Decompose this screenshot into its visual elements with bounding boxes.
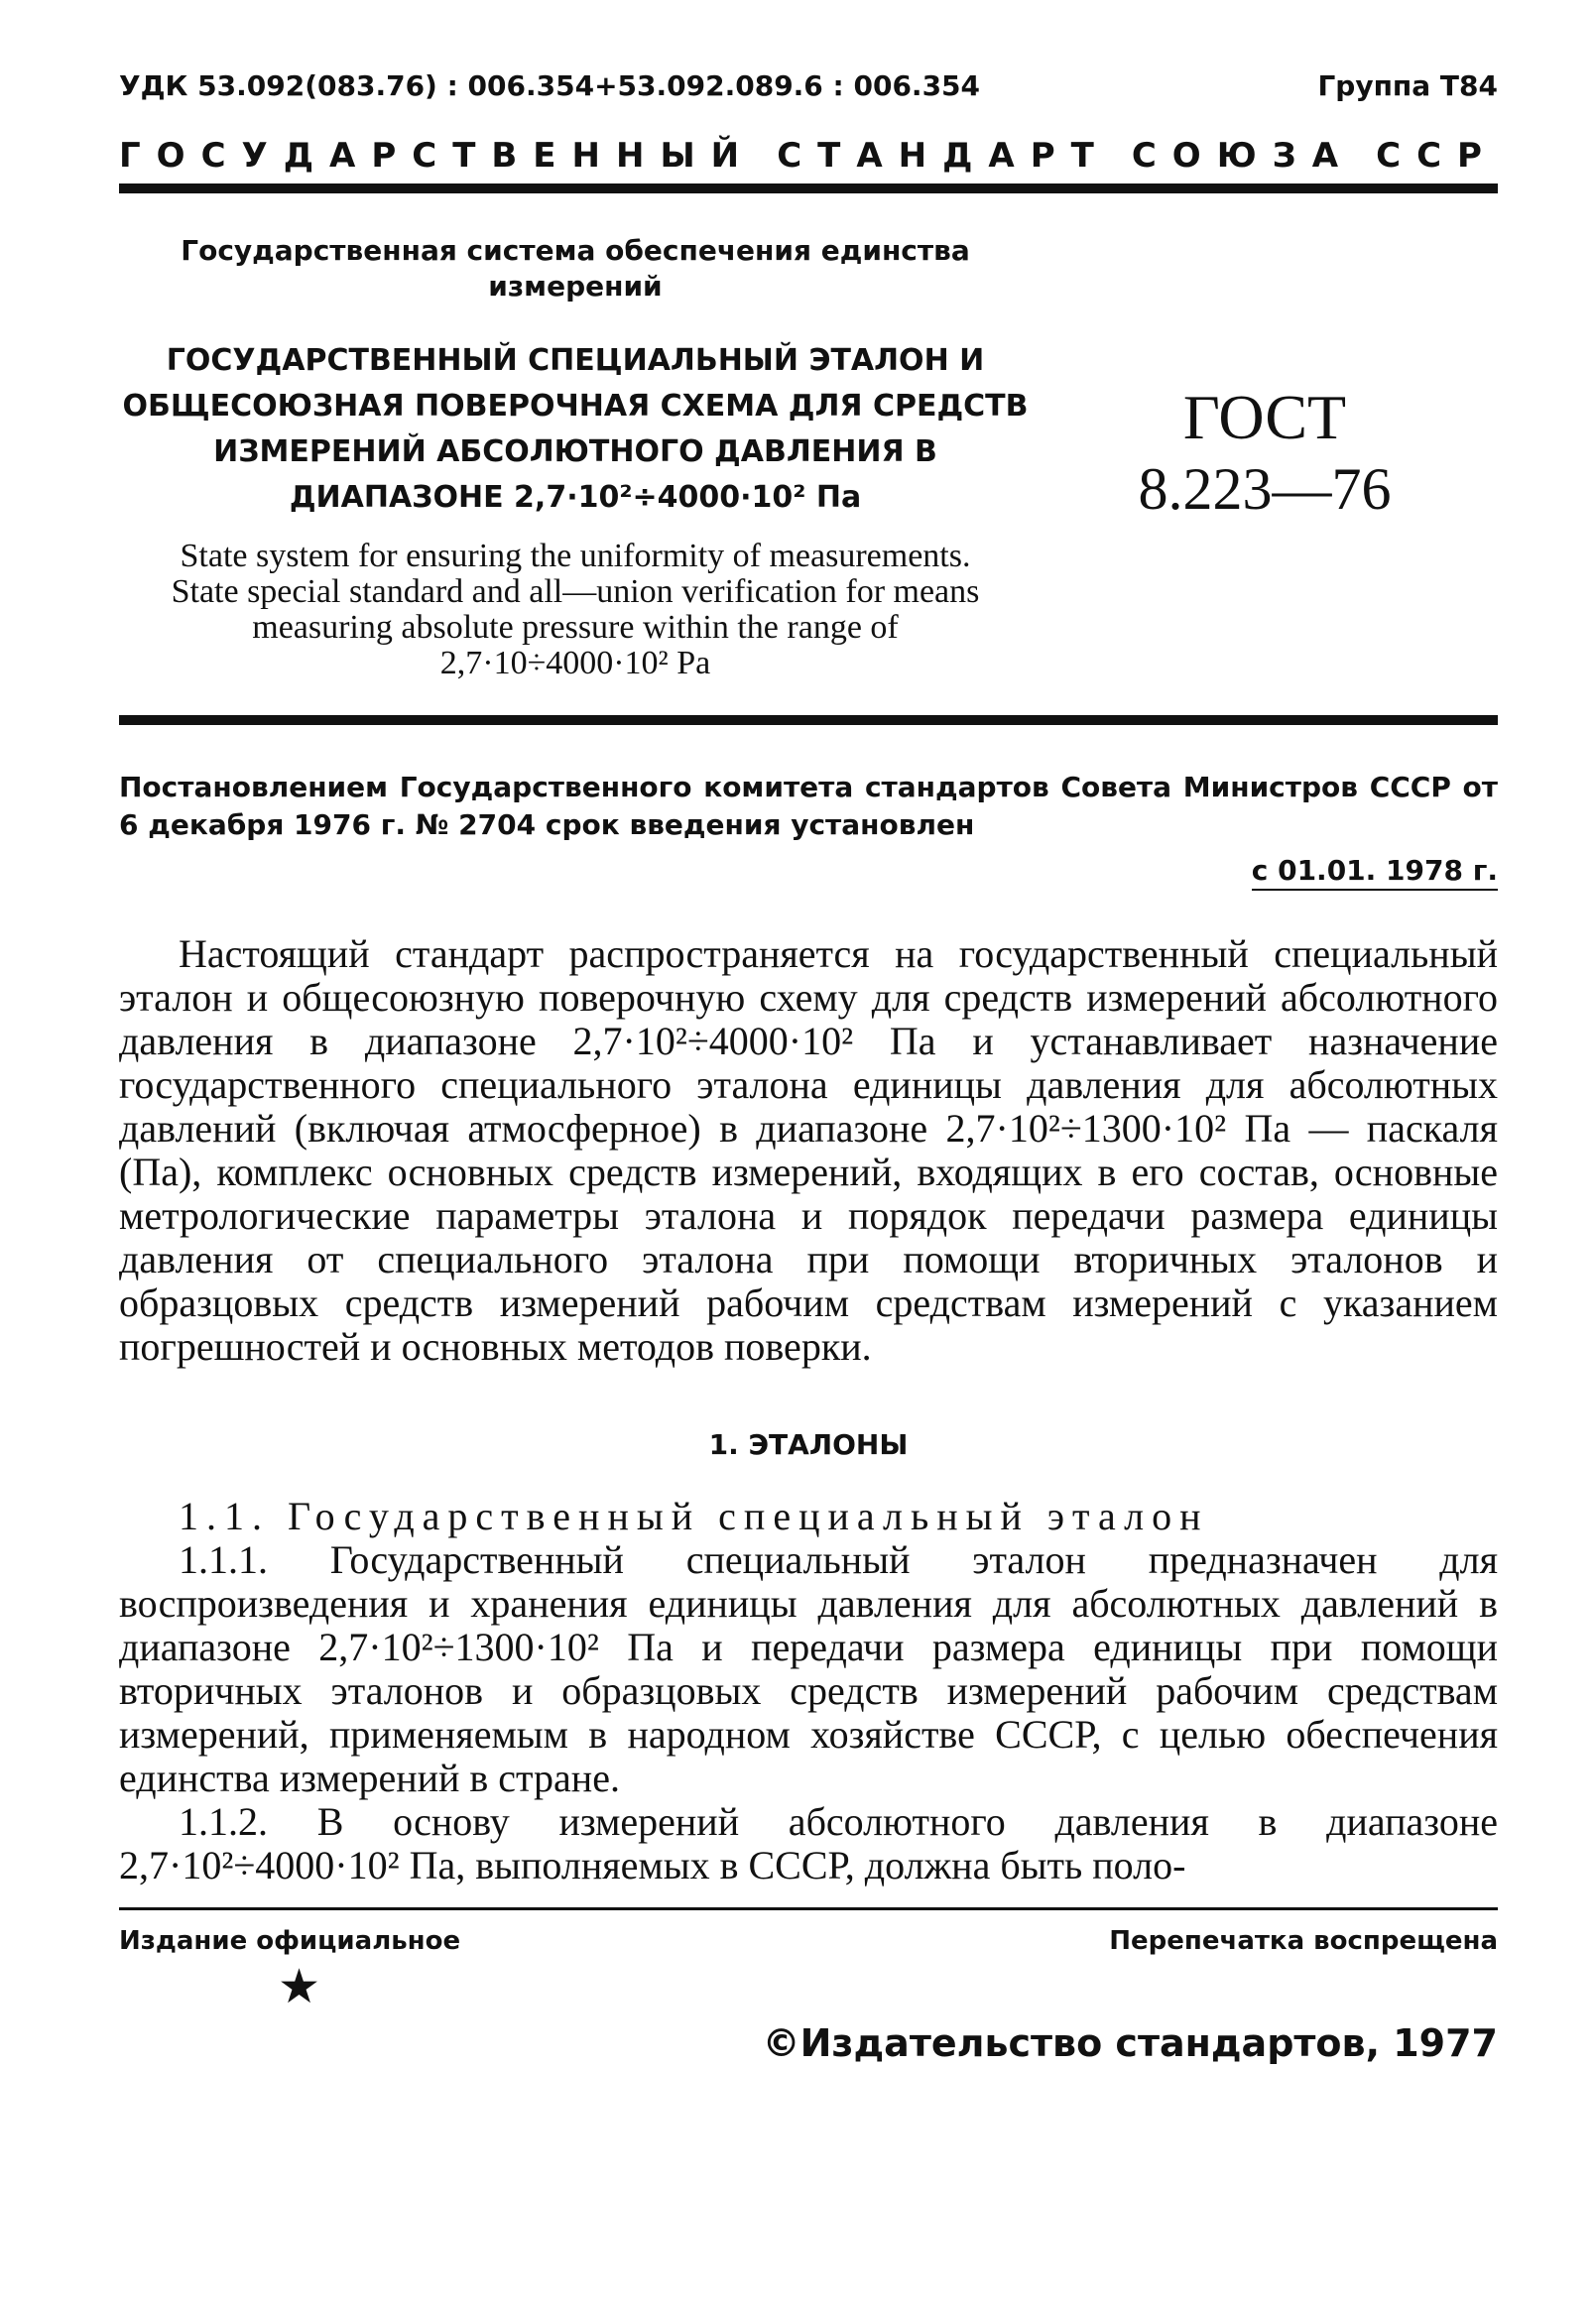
title-rule (119, 715, 1498, 725)
star-icon: ★ (278, 1961, 321, 2013)
decree-text: Постановлением Государственного комитета стандартов Совета Министров СССР от 6 декабря 1976 г. № 2704 срок введения установлен (119, 771, 1498, 841)
effective-date-value: с 01.01. 1978 г. (1252, 854, 1498, 891)
banner-word: ГОСУДАРСТВЕННЫЙ (119, 136, 756, 176)
section-heading: 1. ЭТАЛОНЫ (708, 1428, 909, 1461)
paragraph-1-1-2: 1.1.2. В основу измерений абсолютного давления в диапазоне 2,7·10²÷4000·10² Па, выполняемых в СССР, должна быть поло- (119, 1799, 1498, 1887)
gost-number: 8.223—76 (1138, 456, 1392, 522)
udk-code: УДК 53.092(083.76) : 006.354+53.092.089.6 : 006.354 (119, 69, 981, 102)
banner-word: СТАНДАРТ (777, 136, 1110, 176)
top-line (119, 69, 1498, 102)
intro-paragraph: Настоящий стандарт распространяется на государственный специальный эталон и общесоюзную поверочную схему для средств измерений абсолютного давления в диапазоне 2,7·10²÷4000·10² Па и устанавливает назначение государственного специального эталона единицы давления для абсолютных давлений (включая атмосферное) в диапазоне 2,7·10²÷1300·10² Па — паскаля (Па), комплекс основных средств измерений, входящих в его состав, основные метрологические параметры эталона и порядок передачи размера единицы давления от специального эталона при помощи вторичных эталонов и образцовых средств измерений рабочим средствам измерений с указанием погрешностей и основных методов поверки. (119, 931, 1498, 1369)
standard-banner (119, 136, 1498, 176)
document-title: ГОСУДАРСТВЕННЫЙ СПЕЦИАЛЬНЫЙ ЭТАЛОН И ОБЩЕСОЮЗНАЯ ПОВЕРОЧНАЯ СХЕМА ДЛЯ СРЕДСТВ ИЗМЕРЕНИЙ АБСОЛЮТНОГО ДАВЛЕНИЯ В ДИАПАЗОНЕ 2,7·10²÷4000·10² Па (122, 343, 1029, 515)
copyright: ©Издательство стандартов, 1977 (762, 2021, 1498, 2065)
paragraph-1-1-1: 1.1.1. Государственный специальный эталон предназначен для воспроизведения и хранения единицы давления для абсолютных давлений в диапазоне 2,7·10²÷1300·10² Па и передачи размера единицы при помощи вторичных эталонов и образцовых средств измерений рабочим средствам измерений, применяемым в народном хозяйстве СССР, с целью обеспечения единства измерений в стране. (119, 1537, 1498, 1800)
reprint-note: Перепечатка воспрещена (1109, 1926, 1498, 1956)
footer (119, 1926, 1498, 1956)
gost-label: ГОСТ (1182, 382, 1347, 452)
group-code: Группа Т84 (1317, 69, 1498, 102)
effective-date (119, 854, 1498, 887)
edition-note: Издание официальное (119, 1926, 461, 1956)
document-page (119, 69, 1498, 2065)
footer-rule (119, 1907, 1498, 1910)
banner-word: СОЮЗА (1131, 136, 1355, 176)
english-title: State system for ensuring the uniformity of measurements. State special standard and all—union verification for means measuring absolute pressure within the range of 2,7·10÷4000·10² Pa (171, 538, 980, 681)
title-block (119, 233, 1498, 681)
system-name: Государственная система обеспечения единства измерений (181, 234, 970, 303)
banner-rule (119, 183, 1498, 193)
gost-designation (1032, 233, 1498, 681)
banner-word: ССР (1376, 136, 1498, 176)
subsection-heading: 1.1. Государственный специальный эталон (179, 1494, 1209, 1538)
